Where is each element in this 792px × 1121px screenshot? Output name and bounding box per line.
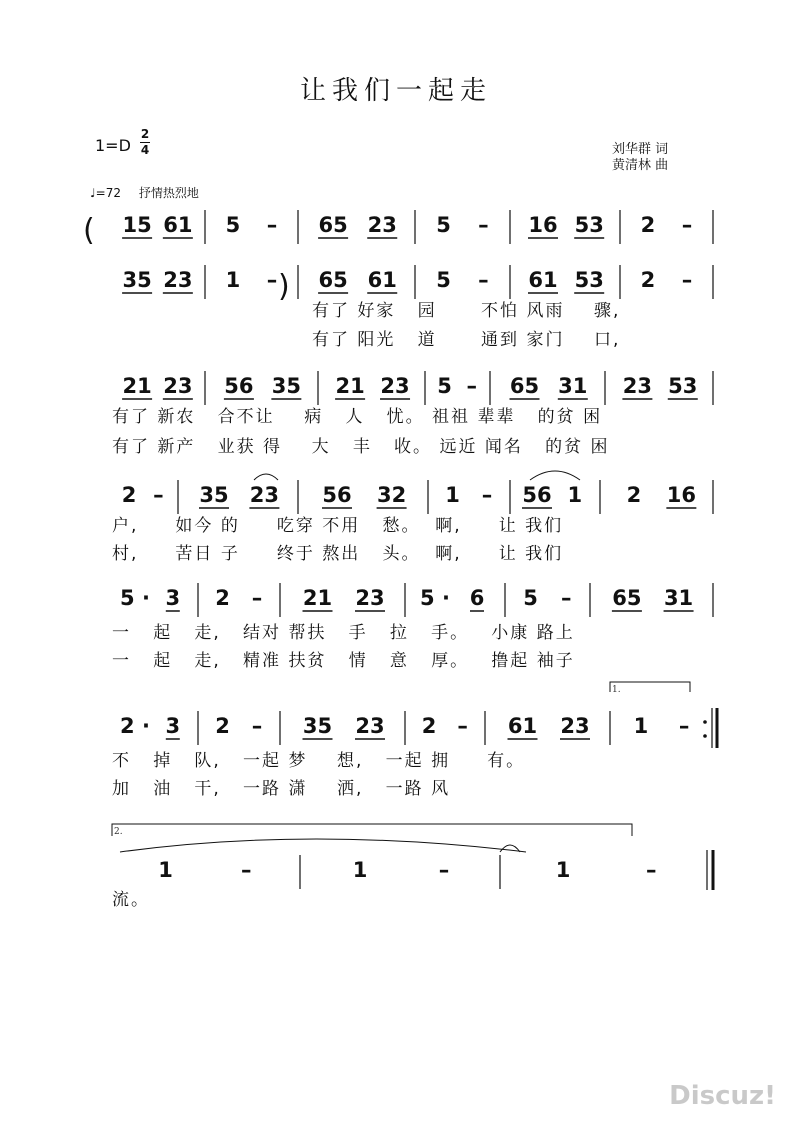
lyric-line: 加 油 干, 一路 潇 洒, 一路 风: [112, 779, 451, 799]
lyric-line: 有了 好家 园 不怕 风雨 骤,: [312, 301, 621, 321]
note-group: 35: [122, 268, 152, 292]
note-group: 65: [318, 268, 348, 292]
note-group: 65: [509, 374, 540, 398]
time-signature-top: 2: [140, 127, 150, 141]
note-group: –: [681, 213, 693, 237]
note-group: 23: [249, 483, 280, 507]
volta-bracket-2: [112, 824, 632, 836]
note-group: 2: [421, 714, 437, 738]
note-group: 5: [436, 213, 451, 237]
note-group: 3: [165, 714, 181, 738]
note-group: 23: [355, 714, 385, 738]
note-group: 2: [215, 714, 230, 738]
note-group: –: [560, 586, 572, 610]
key-signature: 1=D: [95, 136, 131, 155]
note-group: –: [645, 858, 657, 882]
note-group: 35: [271, 374, 301, 398]
note-group: 53: [574, 213, 604, 237]
note-group: 16: [666, 483, 696, 507]
note-group: 2: [626, 483, 642, 507]
note-group: 5: [436, 268, 451, 292]
note-group: 5: [437, 374, 452, 398]
lyric-line: 村, 苦日 子 终于 熬出 头。 啊, 让 我们: [112, 544, 564, 564]
watermark-logo: Discuz!: [669, 1081, 776, 1111]
lyric-line: 一 起 走, 结对 帮扶 手 拉 手。 小康 路上: [112, 623, 575, 643]
note-group: 23: [355, 586, 385, 610]
repeat-dot: [703, 734, 707, 738]
note-group: 23: [622, 374, 653, 398]
lyric-line: 有了 阳光 道 通到 家门 口,: [312, 330, 621, 350]
song-title: 让我们一起走: [299, 76, 492, 106]
note-group: 35: [302, 714, 333, 738]
note-group: –: [251, 714, 263, 738]
note-group: 35: [199, 483, 229, 507]
note-group: 3: [165, 586, 181, 610]
volta-1-label: 1.: [612, 685, 621, 695]
note-group: 5: [523, 586, 538, 610]
note-group: 1: [352, 858, 368, 882]
volta-2-label: 2.: [114, 827, 123, 837]
lyric-line: 流。: [112, 890, 150, 910]
note-group: 5 ·: [120, 586, 150, 610]
note-group: 53: [574, 268, 604, 292]
note-group: 56: [522, 483, 552, 507]
note-group: –: [438, 858, 450, 882]
repeat-open-paren: (: [83, 213, 95, 248]
note-group: 2: [121, 483, 137, 507]
note-group: 23: [163, 268, 193, 292]
note-group: 23: [380, 374, 410, 398]
volta-bracket-1: [610, 682, 690, 692]
note-group: –: [478, 213, 489, 237]
note-group: 61: [528, 268, 558, 292]
note-group: 56: [224, 374, 254, 398]
note-group: 61: [507, 714, 538, 738]
tie-slur: [530, 471, 580, 480]
note-group: –: [466, 374, 478, 398]
note-group: 1: [555, 858, 571, 882]
note-group: –: [478, 268, 489, 292]
note-group: 61: [367, 268, 397, 292]
lyric-line: 不 掉 队, 一起 梦 想, 一起 拥 有。: [112, 751, 526, 771]
note-group: 21: [302, 586, 333, 610]
composer-credit: 黄清林 曲: [612, 158, 669, 173]
note-group: 1: [225, 268, 241, 292]
note-group: 2 ·: [120, 714, 150, 738]
lyric-line: 一 起 走, 精准 扶贫 情 意 厚。 撸起 袖子: [112, 651, 575, 671]
note-group: 23: [560, 714, 590, 738]
repeat-close-paren: ): [278, 269, 290, 304]
note-group: 5 ·: [420, 586, 450, 610]
repeat-dot: [703, 720, 707, 724]
note-group: –: [266, 268, 278, 292]
note-group: 31: [558, 374, 588, 398]
note-group: –: [681, 268, 693, 292]
tempo-value: =72: [95, 186, 121, 200]
quarter-note-icon: ♩: [90, 186, 96, 200]
note-group: –: [251, 586, 263, 610]
note-group: 1: [158, 858, 173, 882]
note-group: 23: [367, 213, 397, 237]
note-group: 2: [215, 586, 230, 610]
note-group: 56: [322, 483, 352, 507]
note-group: –: [153, 483, 164, 507]
note-group: 5: [225, 213, 241, 237]
lyricist-credit: 刘华群 词: [612, 142, 669, 157]
note-group: 61: [163, 213, 193, 237]
note-group: 1: [567, 483, 583, 507]
tie-slur: [120, 839, 526, 852]
note-group: 21: [335, 374, 365, 398]
note-group: 1: [633, 714, 649, 738]
tie-slur: [254, 474, 278, 480]
lyric-line: 户, 如今 的 吃穿 不用 愁。 啊, 让 我们: [112, 516, 564, 536]
note-group: –: [678, 714, 690, 738]
note-group: –: [457, 714, 468, 738]
note-group: 16: [528, 213, 558, 237]
time-signature-bottom: 4: [140, 143, 150, 157]
note-group: –: [481, 483, 493, 507]
note-group: 65: [612, 586, 642, 610]
note-group: 2: [640, 268, 656, 292]
note-group: 1: [445, 483, 460, 507]
note-group: –: [240, 858, 252, 882]
note-group: 31: [663, 586, 694, 610]
note-group: 6: [469, 586, 485, 610]
note-group: 32: [376, 483, 407, 507]
note-group: 23: [163, 374, 193, 398]
expression-text: 抒情热烈地: [138, 186, 199, 200]
note-group: 21: [122, 374, 152, 398]
note-group: 15: [122, 213, 152, 237]
note-group: 2: [640, 213, 656, 237]
lyric-line: 有了 新产 业获 得 大 丰 收。 远近 闻名 的贫 困: [112, 437, 610, 457]
note-group: 53: [668, 374, 698, 398]
note-group: –: [266, 213, 278, 237]
note-group: 65: [318, 213, 348, 237]
lyric-line: 有了 新农 合不让 病 人 忧。 祖祖 辈辈 的贫 困: [112, 407, 603, 427]
